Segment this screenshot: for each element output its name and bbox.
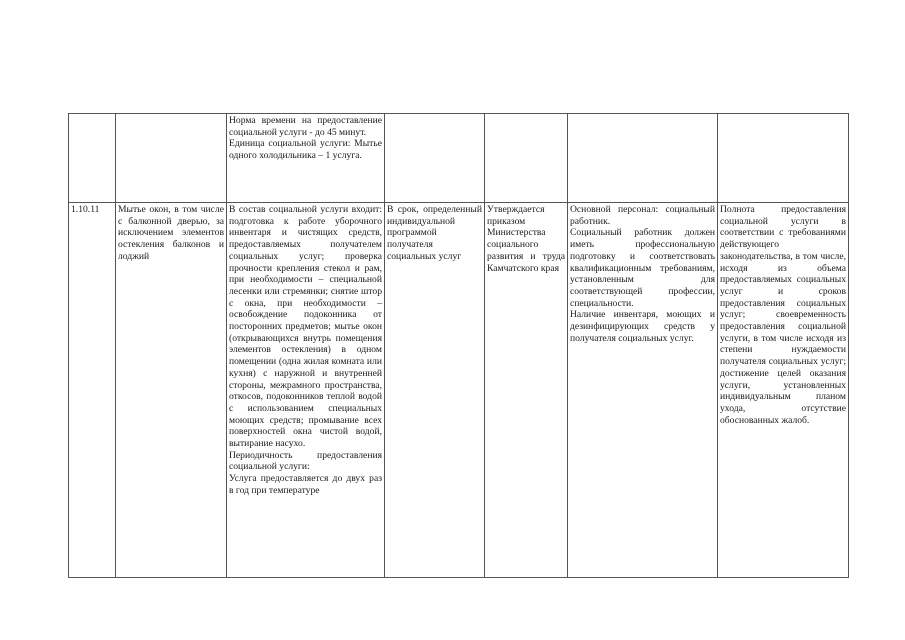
cell-description (227, 114, 385, 203)
cell-service-name: Мытье окон, в том числе с балконной дверью, за исключением элементов остекления балконов и лоджий (116, 203, 227, 578)
table-row (69, 203, 849, 578)
description-paragraph: В состав социальной услуги входит: подготовка к работе уборочного инвентаря и чистящих средств, предоставляемых получателем социальных услуг; проверка прочности крепления стекол и рам, при необходимости – специальной лесенки или стремянки; снятие штор с окна, при необходимости – освобождение подоконника от посторонних предметов; мытье окон (открывающихся внутрь помещения элементов остекления) в одном помещении (одна жилая комната или кухня) с наружной и внутренней стороны, межрамного пространства, откосов, подоконников теплой водой с использованием специальных моющих средств; промывание всех поверхностей окна чистой водой, вытирание насухо. (229, 204, 382, 450)
cell-service-name (116, 114, 227, 203)
services-table (68, 113, 849, 578)
cell-number: 1.10.11 (69, 203, 116, 578)
cell-quality (718, 114, 849, 203)
cell-conditions (568, 114, 718, 203)
conditions-paragraph: Основной персонал: социальный работник. (570, 204, 715, 227)
description-paragraph: Услуга предоставляется до двух раз в год при температуре (229, 473, 382, 496)
cell-number (69, 114, 116, 203)
cell-conditions (568, 203, 718, 578)
cell-tariff (485, 114, 568, 203)
cell-description (227, 203, 385, 578)
table-row (69, 114, 849, 203)
cell-term (385, 114, 485, 203)
description-paragraph: Норма времени на предоставление социальной услуги - до 45 минут. (229, 115, 382, 138)
description-paragraph: Периодичность предоставления социальной услуги: (229, 449, 382, 473)
cell-term: В срок, определенный индивидуальной программой получателя социальных услуг (385, 203, 485, 578)
cell-tariff: Утверждается приказом Министерства социального развития и труда Камчатского края (485, 203, 568, 578)
description-paragraph: Единица социальной услуги: Мытье одного холодильника – 1 услуга. (229, 138, 382, 162)
conditions-paragraph: Наличие инвентаря, моющих и дезинфицирующих средств у получателя социальных услуг. (570, 309, 715, 344)
cell-quality: Полнота предоставления социальной услуги в соответствии с требованиями действующего законодательства, в том числе, исходя из объема предоставляемых социальных услуг и сроков предоставления социальных услуг; своевременность предоставления социальной услуги, в том числе исходя из степени нуждаемости получателя социальных услуг; достижение целей оказания услуги, установленных индивидуальным планом ухода, отсутствие обоснованных жалоб. (718, 203, 849, 578)
conditions-paragraph: Социальный работник должен иметь профессиональную подготовку и соответствовать квалификационным требованиям, установленным для соответствующей профессии, специальности. (570, 227, 715, 309)
